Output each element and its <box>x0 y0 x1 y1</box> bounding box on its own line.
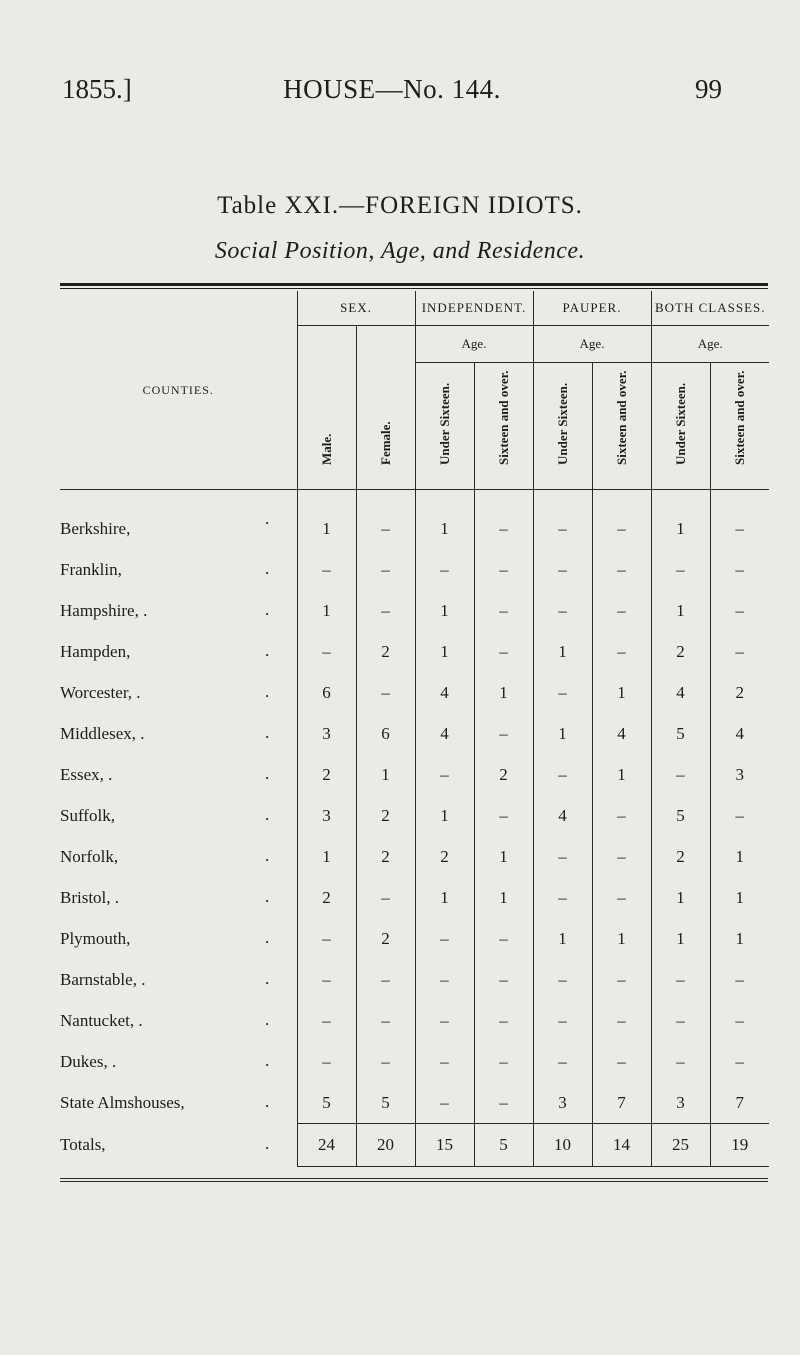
leader-dots: . <box>265 1050 270 1070</box>
value-cell: – <box>592 590 651 631</box>
header-counties: COUNTIES. <box>60 291 297 490</box>
value-cell: – <box>592 631 651 672</box>
value-cell: – <box>474 1000 533 1041</box>
value-cell: – <box>415 1000 474 1041</box>
value-cell: 1 <box>533 918 592 959</box>
top-rule-thin <box>60 288 768 289</box>
value-cell: 1 <box>710 877 769 918</box>
value-cell: 2 <box>651 631 710 672</box>
county-name: Worcester, . <box>60 682 141 702</box>
value-cell: – <box>710 590 769 631</box>
value-cell: – <box>415 1041 474 1082</box>
value-cell: – <box>415 754 474 795</box>
value-cell: – <box>592 877 651 918</box>
leader-dots: . <box>265 968 270 988</box>
value-cell: 4 <box>592 713 651 754</box>
header-label: Sixteen and over. <box>495 370 511 465</box>
value-cell: 2 <box>415 836 474 877</box>
value-cell: – <box>297 1041 356 1082</box>
county-name: State Almshouses, <box>60 1092 185 1112</box>
county-name: Barnstable, . <box>60 969 146 989</box>
value-cell: 1 <box>297 836 356 877</box>
value-cell: – <box>474 959 533 1000</box>
value-cell: 3 <box>533 1082 592 1124</box>
county-name: Suffolk, <box>60 805 115 825</box>
value-cell: 1 <box>356 754 415 795</box>
value-cell: – <box>356 590 415 631</box>
header-pauper-under-sixteen <box>533 363 592 490</box>
county-name: Essex, . <box>60 764 113 784</box>
value-cell: 4 <box>710 713 769 754</box>
header-label: Under Sixteen. <box>436 382 452 465</box>
leader-dots: . <box>265 1091 270 1111</box>
value-cell: 1 <box>474 836 533 877</box>
value-cell: 7 <box>592 1082 651 1124</box>
value-cell: 5 <box>474 1124 533 1167</box>
header-both-classes: BOTH CLASSES. <box>651 291 769 326</box>
value-cell: 1 <box>592 672 651 713</box>
leader-dots: . <box>265 722 270 742</box>
totals-label-cell <box>60 1124 297 1167</box>
value-cell: 2 <box>297 877 356 918</box>
value-cell: 1 <box>651 918 710 959</box>
value-cell: – <box>651 549 710 590</box>
value-cell: 4 <box>533 795 592 836</box>
value-cell: 2 <box>356 918 415 959</box>
table-row <box>60 754 769 795</box>
value-cell: – <box>356 490 415 550</box>
value-cell: – <box>356 672 415 713</box>
value-cell: – <box>710 959 769 1000</box>
county-cell <box>60 877 297 918</box>
leader-dots: . <box>265 599 270 619</box>
county-cell <box>60 918 297 959</box>
value-cell: – <box>533 590 592 631</box>
county-cell <box>60 795 297 836</box>
table-row <box>60 795 769 836</box>
county-cell <box>60 672 297 713</box>
value-cell: – <box>297 631 356 672</box>
value-cell: 2 <box>356 836 415 877</box>
value-cell: 1 <box>297 490 356 550</box>
value-cell: – <box>592 549 651 590</box>
county-name: Hampshire, . <box>60 600 148 620</box>
value-cell: 2 <box>651 836 710 877</box>
value-cell: 1 <box>474 877 533 918</box>
value-cell: – <box>533 549 592 590</box>
value-cell: 1 <box>415 631 474 672</box>
value-cell: – <box>592 1000 651 1041</box>
leader-dots: . <box>265 1009 270 1029</box>
table-row <box>60 672 769 713</box>
value-cell: 1 <box>592 754 651 795</box>
leader-dots: . <box>265 927 270 947</box>
value-cell: 2 <box>474 754 533 795</box>
table-row <box>60 549 769 590</box>
value-cell: 2 <box>356 795 415 836</box>
table-row <box>60 836 769 877</box>
header-male <box>297 326 356 490</box>
header-label: Under Sixteen. <box>554 382 570 465</box>
county-cell <box>60 836 297 877</box>
header-independent: INDEPENDENT. <box>415 291 533 326</box>
table-subtitle: Social Position, Age, and Residence. <box>214 238 586 264</box>
value-cell: 20 <box>356 1124 415 1167</box>
county-cell <box>60 631 297 672</box>
leader-dots: . <box>265 558 270 578</box>
value-cell: – <box>651 1000 710 1041</box>
value-cell: – <box>356 1041 415 1082</box>
value-cell: – <box>592 836 651 877</box>
county-name: Dukes, . <box>60 1051 117 1071</box>
header-sex: SEX. <box>297 291 415 326</box>
value-cell: 3 <box>297 713 356 754</box>
value-cell: 1 <box>710 836 769 877</box>
header-independent-under-sixteen <box>415 363 474 490</box>
table-row <box>60 631 769 672</box>
idiots-table <box>60 291 769 1167</box>
table-row <box>60 959 769 1000</box>
county-name: Hampden, <box>60 641 131 661</box>
value-cell: 1 <box>710 918 769 959</box>
value-cell: 2 <box>710 672 769 713</box>
county-cell <box>60 713 297 754</box>
value-cell: – <box>651 754 710 795</box>
value-cell: – <box>651 959 710 1000</box>
value-cell: 24 <box>297 1124 356 1167</box>
value-cell: 1 <box>533 713 592 754</box>
value-cell: – <box>533 877 592 918</box>
value-cell: – <box>592 959 651 1000</box>
totals-row <box>60 1124 769 1167</box>
table-row <box>60 918 769 959</box>
value-cell: – <box>710 490 769 550</box>
value-cell: – <box>533 672 592 713</box>
county-cell <box>60 590 297 631</box>
year-marker: 1855.] <box>62 74 132 104</box>
value-cell: 2 <box>297 754 356 795</box>
value-cell: – <box>474 1041 533 1082</box>
value-cell: 4 <box>415 672 474 713</box>
table-row <box>60 713 769 754</box>
value-cell: 6 <box>356 713 415 754</box>
county-cell <box>60 754 297 795</box>
value-cell: – <box>710 1000 769 1041</box>
header-label: Sixteen and over. <box>731 370 747 465</box>
county-cell <box>60 1041 297 1082</box>
county-name: Plymouth, <box>60 928 131 948</box>
value-cell: 14 <box>592 1124 651 1167</box>
value-cell: 15 <box>415 1124 474 1167</box>
table-row <box>60 490 769 550</box>
value-cell: – <box>356 1000 415 1041</box>
table-row <box>60 877 769 918</box>
header-both-under-sixteen <box>651 363 710 490</box>
value-cell: – <box>710 795 769 836</box>
value-cell: 5 <box>356 1082 415 1124</box>
value-cell: 1 <box>592 918 651 959</box>
value-cell: – <box>474 918 533 959</box>
county-cell <box>60 549 297 590</box>
value-cell: 1 <box>415 490 474 550</box>
value-cell: – <box>356 959 415 1000</box>
value-cell: – <box>297 959 356 1000</box>
header-both-age: Age. <box>651 326 769 363</box>
value-cell: 6 <box>297 672 356 713</box>
county-name: Franklin, <box>60 559 122 579</box>
value-cell: 1 <box>474 672 533 713</box>
value-cell: – <box>474 490 533 550</box>
county-name: Bristol, . <box>60 887 120 907</box>
table-title: Table XXI.—FOREIGN IDIOTS. <box>217 192 583 219</box>
value-cell: – <box>592 795 651 836</box>
value-cell: 3 <box>651 1082 710 1124</box>
value-cell: – <box>474 549 533 590</box>
value-cell: 7 <box>710 1082 769 1124</box>
value-cell: – <box>592 1041 651 1082</box>
value-cell: – <box>474 1082 533 1124</box>
county-name: Nantucket, . <box>60 1010 143 1030</box>
table-row <box>60 590 769 631</box>
value-cell: – <box>474 590 533 631</box>
leader-dots: . <box>265 763 270 783</box>
value-cell: – <box>533 836 592 877</box>
table-row <box>60 1000 769 1041</box>
value-cell: – <box>533 1000 592 1041</box>
document-title: HOUSE—No. 144. <box>283 74 501 104</box>
value-cell: 1 <box>651 490 710 550</box>
leader-dots: . <box>265 681 270 701</box>
county-cell <box>60 959 297 1000</box>
table-body <box>60 490 769 1167</box>
totals-label: Totals, <box>60 1135 106 1154</box>
county-cell <box>60 1000 297 1041</box>
value-cell: – <box>533 1041 592 1082</box>
county-name: Norfolk, <box>60 846 119 866</box>
header-independent-sixteen-over <box>474 363 533 490</box>
header-pauper: PAUPER. <box>533 291 651 326</box>
page-number: 99 <box>695 74 722 104</box>
bottom-rule-1 <box>60 1178 768 1179</box>
header-female-label: Female. <box>377 421 393 465</box>
value-cell: 25 <box>651 1124 710 1167</box>
value-cell: 2 <box>356 631 415 672</box>
leader-dots: . <box>265 1134 270 1153</box>
top-rule-thick <box>60 283 768 286</box>
value-cell: – <box>415 959 474 1000</box>
value-cell: 1 <box>533 631 592 672</box>
header-label: Under Sixteen. <box>672 382 688 465</box>
table-row <box>60 1041 769 1082</box>
value-cell: – <box>651 1041 710 1082</box>
value-cell: 19 <box>710 1124 769 1167</box>
header-pauper-age: Age. <box>533 326 651 363</box>
value-cell: 5 <box>297 1082 356 1124</box>
leader-dots: . <box>265 845 270 865</box>
county-cell <box>60 490 297 550</box>
county-name: Middlesex, . <box>60 723 145 743</box>
leader-dots: . <box>265 886 270 906</box>
value-cell: – <box>710 1041 769 1082</box>
value-cell: – <box>710 549 769 590</box>
value-cell: – <box>592 490 651 550</box>
value-cell: – <box>474 631 533 672</box>
header-independent-age: Age. <box>415 326 533 363</box>
county-name: Berkshire, <box>60 518 131 538</box>
running-head <box>62 74 722 114</box>
value-cell: – <box>533 754 592 795</box>
header-both-sixteen-over <box>710 363 769 490</box>
header-female <box>356 326 415 490</box>
value-cell: 1 <box>651 590 710 631</box>
value-cell: 1 <box>415 877 474 918</box>
value-cell: – <box>474 713 533 754</box>
leader-dots: . <box>265 640 270 660</box>
value-cell: 1 <box>415 590 474 631</box>
county-cell <box>60 1082 297 1124</box>
value-cell: – <box>297 1000 356 1041</box>
header-pauper-sixteen-over <box>592 363 651 490</box>
value-cell: – <box>415 1082 474 1124</box>
value-cell: – <box>710 631 769 672</box>
value-cell: 4 <box>651 672 710 713</box>
table-row <box>60 1082 769 1124</box>
value-cell: – <box>356 877 415 918</box>
leader-dots: . <box>265 804 270 824</box>
value-cell: – <box>356 549 415 590</box>
value-cell: – <box>533 490 592 550</box>
header-label: Sixteen and over. <box>613 370 629 465</box>
value-cell: 5 <box>651 713 710 754</box>
leader-dots: . <box>265 508 270 528</box>
value-cell: 1 <box>297 590 356 631</box>
value-cell: – <box>415 918 474 959</box>
bottom-rule-2 <box>60 1181 768 1182</box>
value-cell: 10 <box>533 1124 592 1167</box>
value-cell: 1 <box>651 877 710 918</box>
value-cell: 4 <box>415 713 474 754</box>
value-cell: 3 <box>710 754 769 795</box>
value-cell: 1 <box>415 795 474 836</box>
header-male-label: Male. <box>318 433 334 465</box>
value-cell: – <box>474 795 533 836</box>
value-cell: 5 <box>651 795 710 836</box>
value-cell: – <box>415 549 474 590</box>
value-cell: – <box>533 959 592 1000</box>
value-cell: – <box>297 549 356 590</box>
value-cell: 3 <box>297 795 356 836</box>
value-cell: – <box>297 918 356 959</box>
